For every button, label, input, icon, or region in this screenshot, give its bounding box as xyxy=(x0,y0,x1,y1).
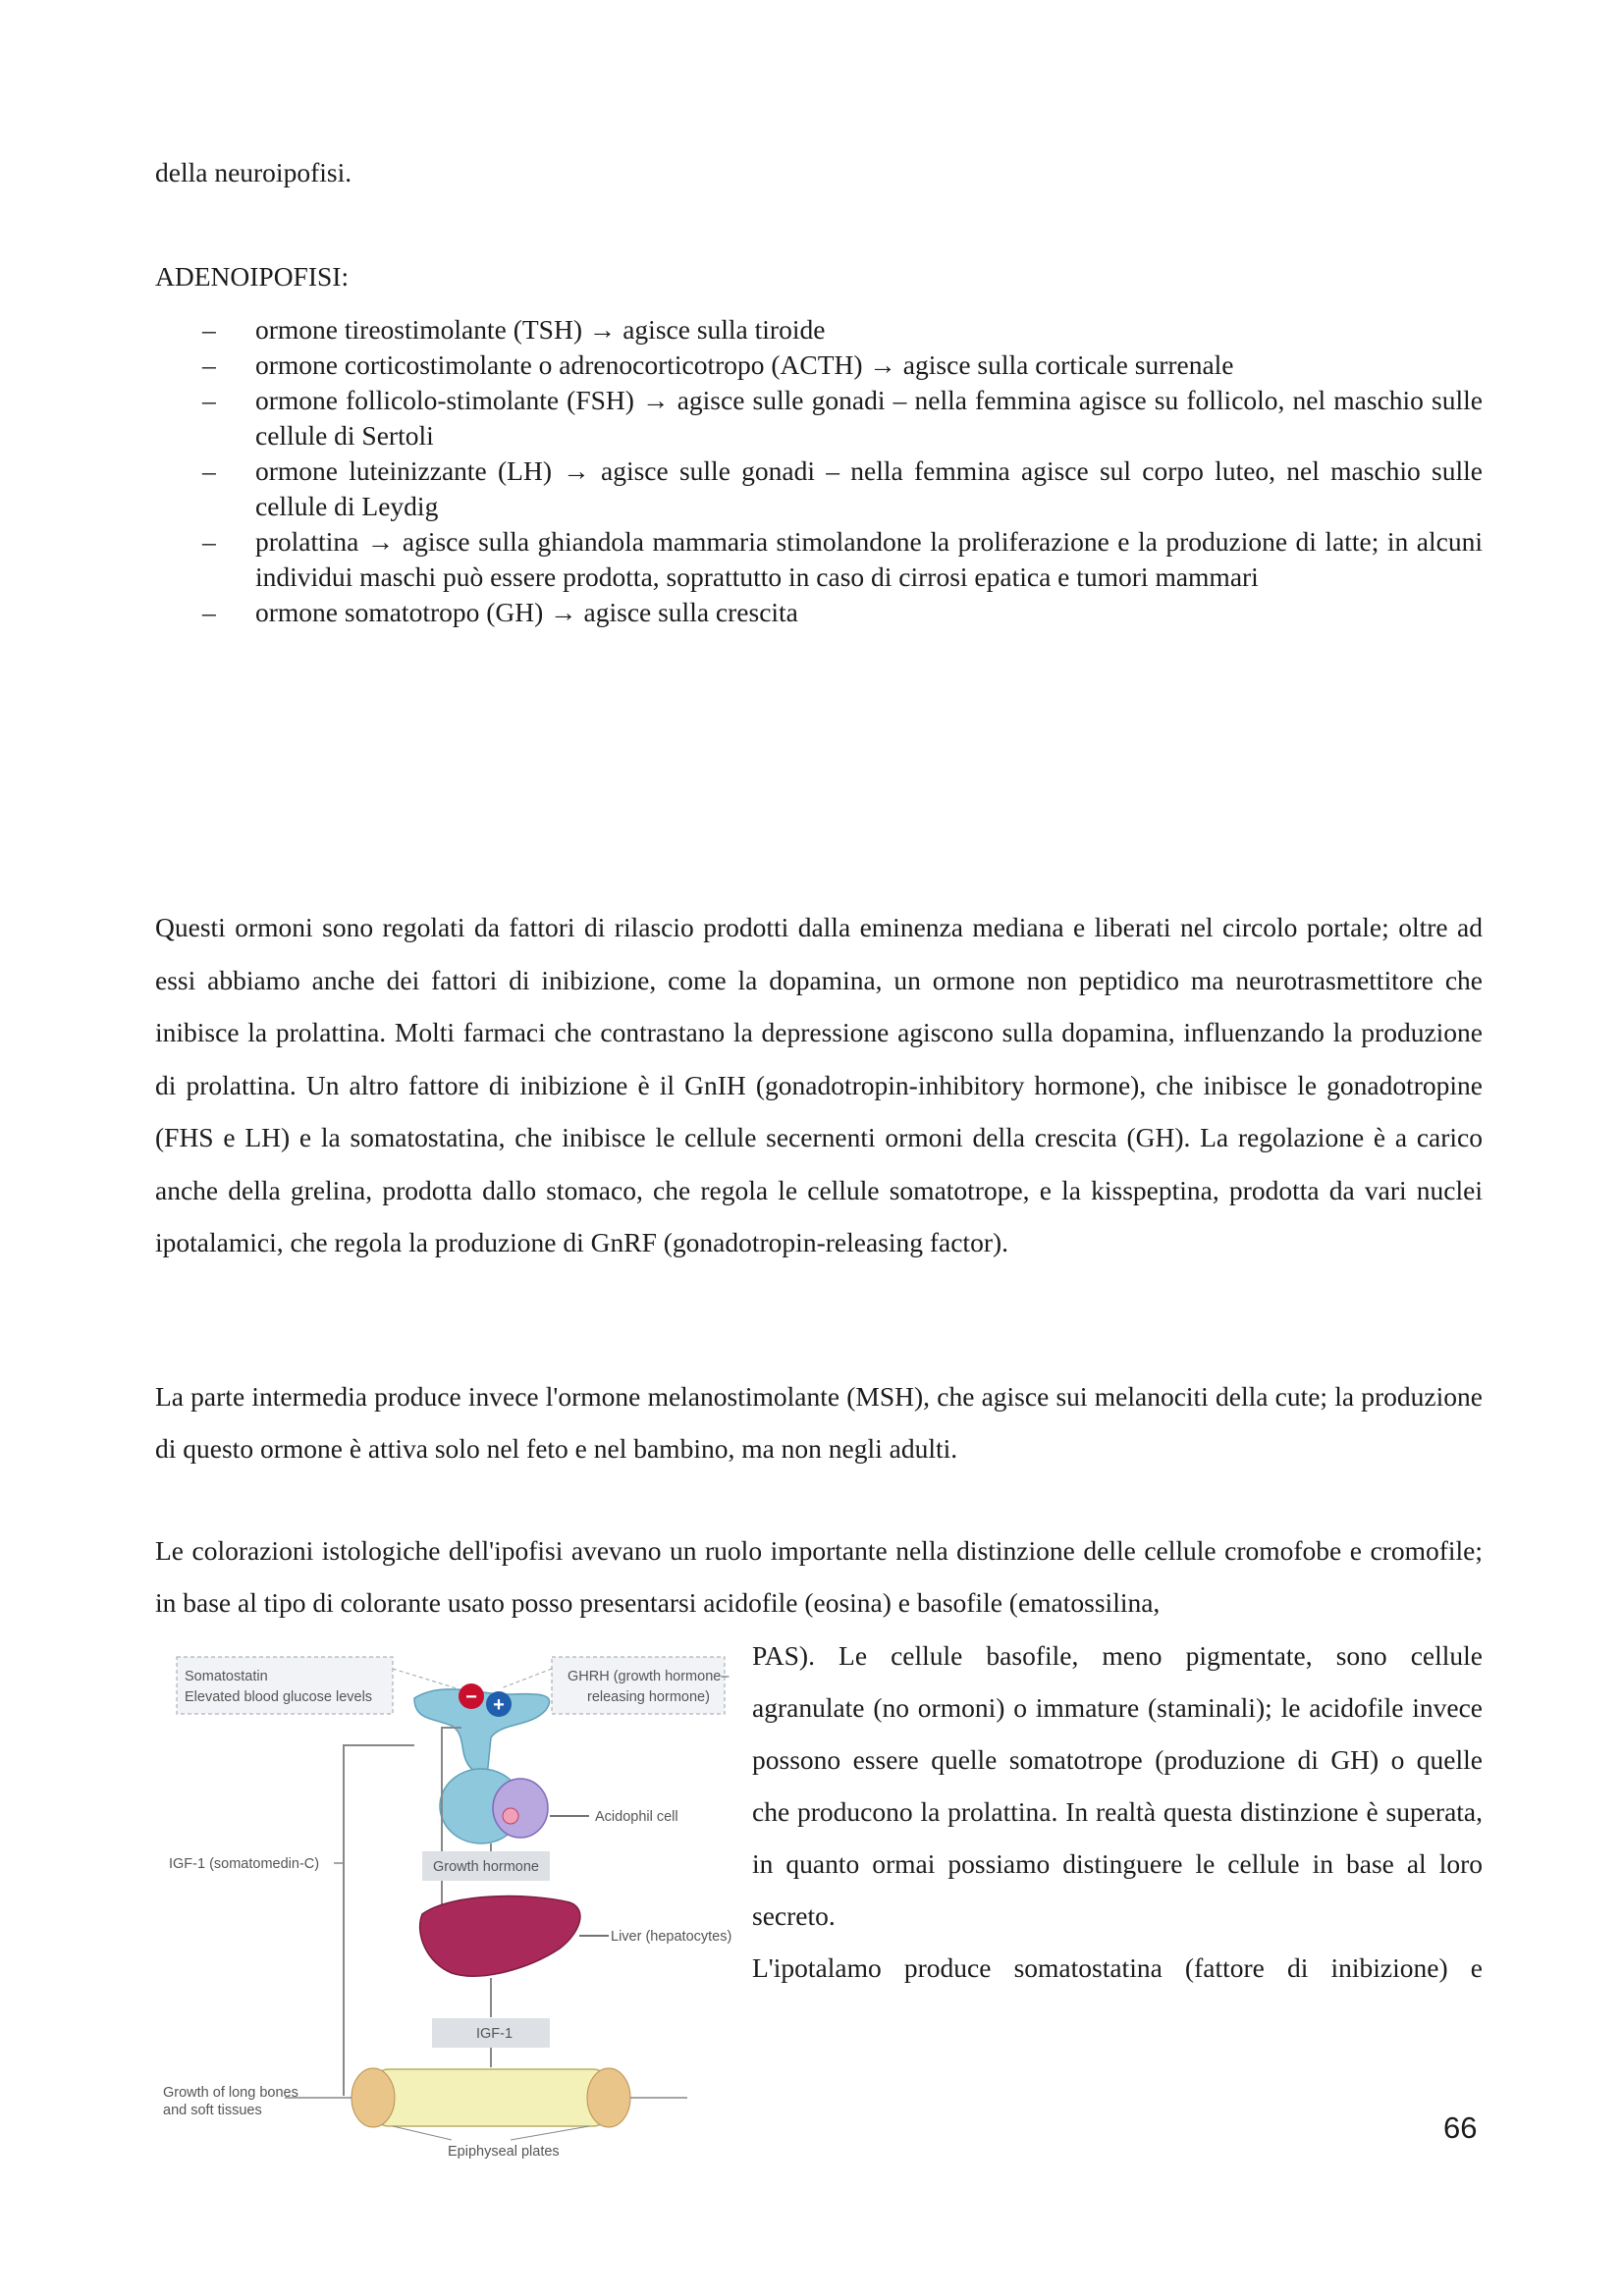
liver-label: Liver (hepatocytes) xyxy=(611,1929,732,1945)
list-item: – ormone luteinizzante (LH) → agisce sulle gonadi – nella femmina agisce sul corpo luteo, nel maschio sulle cellule di Leydig xyxy=(202,455,1483,521)
svg-text:−: − xyxy=(465,1686,477,1708)
dash-bullet: – xyxy=(202,455,216,486)
epiphysis-right xyxy=(587,2068,630,2127)
growth-hormone-label: Growth hormone xyxy=(433,1859,539,1875)
epiphysis-left xyxy=(352,2068,395,2127)
igf1-somatomedin-label: IGF-1 (somatomedin-C) xyxy=(169,1856,320,1872)
dash-bullet: – xyxy=(202,349,216,380)
ghrh-box xyxy=(552,1657,725,1714)
gh-regulation-diagram xyxy=(157,1629,758,2179)
dash-bullet: – xyxy=(202,597,216,627)
growth-label-2: and soft tissues xyxy=(163,2103,262,2118)
acidophil-cell-shape xyxy=(493,1779,548,1838)
epiphyseal-label: Epiphyseal plates xyxy=(448,2144,560,2160)
paragraph-regulation: Questi ormoni sono regolati da fattori di rilascio prodotti dalla eminenza mediana e liberati nel circolo portale; oltre ad essi abbiamo anche dei fattori di inibizione, come la dopamina, un ormone non peptidico ma neurotrasmettitore che inibisce la prolattina. Molti farmaci che contrastano la depressione agiscono sulla dopamina, influenzando la produzione di prolattina. Un altro fattore di inibizione è il GnIH (gonadotropin-inhibitory hormone), che inibisce le gonadotropine (FHS e LH) e la somatostatina, che inibisce le cellule secernenti ormoni della crescita (GH). La regolazione è a carico anche della grelina, prodotta dallo stomaco, che regola le cellule somatotrope, e la kisspeptina, prodotta da vari nuclei ipotalamici, che regola la produzione di GnRF (gonadotropin-releasing factor). xyxy=(155,912,1483,1257)
igf1-label: IGF-1 xyxy=(476,2026,514,2042)
paragraph-intermedia: La parte intermedia produce invece l'ormone melanostimolante (MSH), che agisce sui melanociti della cute; la produzione di questo ormone è attiva solo nel feto e nel bambino, ma non negli adulti. xyxy=(155,1381,1483,1464)
ghrh-leader xyxy=(501,1669,552,1688)
paragraph-colorazioni-continued: PAS). Le cellule basofile, meno pigmentate, sono cellule agranulate (no ormoni) o immature (staminali); le acidofile invece possono essere quelle somatotrope (produzione di GH) o quelle che producono la prolattina. In realtà questa distinzione è superata, in quanto ormai possiamo distinguere le cellule in base al loro secreto. xyxy=(752,1640,1483,1931)
list-item: – prolattina → agisce sulla ghiandola mammaria stimolandone la proliferazione e la produzione di latte; in alcuni individui maschi può essere prodotta, soprattutto in caso di cirrosi epatica e tumori mammari xyxy=(202,526,1483,592)
hormone-list xyxy=(155,312,1483,630)
glucose-label: Elevated blood glucose levels xyxy=(185,1689,373,1705)
somatostatin-box xyxy=(177,1657,393,1714)
epiphyseal-pointer-right xyxy=(511,2126,589,2140)
liver-shape xyxy=(420,1896,580,1977)
dash-bullet: – xyxy=(202,385,216,415)
list-item: – ormone tireostimolante (TSH) → agisce sulla tiroide xyxy=(155,312,1483,347)
list-item: – ormone somatotropo (GH) → agisce sulla crescita xyxy=(155,595,1483,630)
gh-regulation-figure xyxy=(157,1629,758,2179)
top-fragment: della neuroipofisi. xyxy=(155,157,352,187)
ghrh-label-2: releasing hormone) xyxy=(587,1689,710,1705)
somatostatin-label: Somatostatin xyxy=(185,1669,268,1684)
paragraph-ipotalamo: L'ipotalamo produce somatostatina (fattore di inibizione) e xyxy=(752,1952,1483,1983)
long-bone-shape xyxy=(373,2069,609,2126)
epiphyseal-pointer-left xyxy=(393,2126,452,2140)
dash-bullet: – xyxy=(202,314,216,345)
page-number: 66 xyxy=(1443,2110,1478,2145)
acidophil-label: Acidophil cell xyxy=(595,1809,678,1825)
ghrh-label: GHRH (growth hormone– xyxy=(568,1669,730,1684)
svg-text:+: + xyxy=(493,1694,505,1716)
growth-label-1: Growth of long bones xyxy=(163,2085,298,2101)
dash-bullet: – xyxy=(202,526,216,557)
paragraph-colorazioni: Le colorazioni istologiche dell'ipofisi avevano un ruolo importante nella distinzione delle cellule cromofobe e cromofile; in base al tipo di colorante usato posso presentarsi acidofile (eosina) e basofile (ematossilina, xyxy=(155,1535,1483,1618)
list-item: – ormone corticostimolante o adrenocorticotropo (ACTH) → agisce sulla corticale surrenale xyxy=(155,347,1483,383)
acidophil-nucleus xyxy=(503,1808,518,1824)
feedback-line-left xyxy=(344,1745,414,2096)
adenoipofisi-heading: ADENOIPOFISI: xyxy=(155,261,350,292)
list-item: – ormone follicolo-stimolante (FSH) → agisce sulle gonadi – nella femmina agisce su follicolo, nel maschio sulle cellule di Sertoli xyxy=(202,385,1483,451)
